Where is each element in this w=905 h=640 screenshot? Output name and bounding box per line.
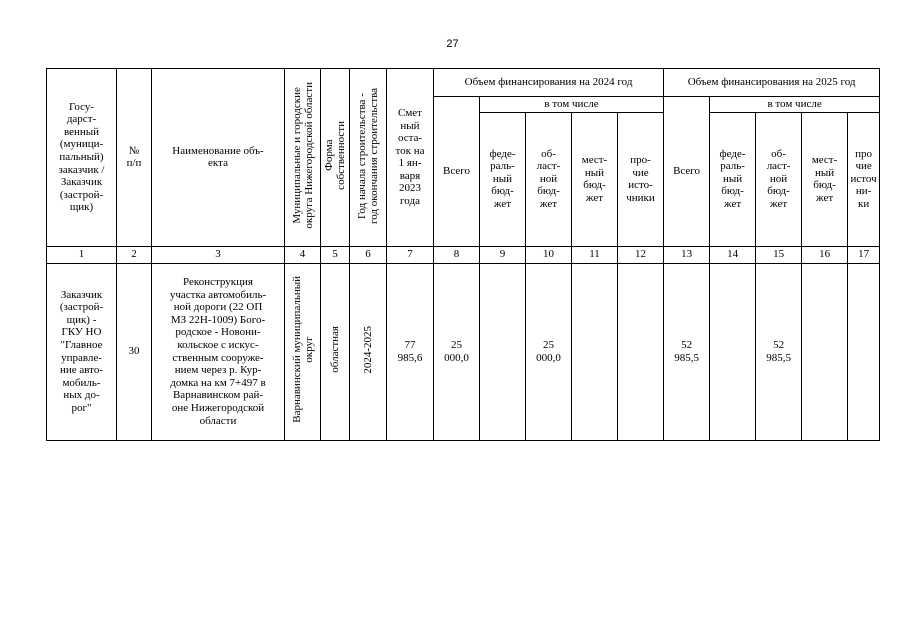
header-row-top [47, 69, 880, 97]
column-number: 15 [756, 246, 802, 263]
header-other-2025: про чие источ ни- ки [848, 112, 880, 246]
cell-regional-2024: 25 000,0 [526, 263, 572, 440]
column-number: 8 [434, 246, 480, 263]
header-years-text: Год начала строительства - год окончания строительства [356, 87, 380, 224]
header-total-2024: Всего [434, 97, 480, 247]
header-federal-2025: феде- раль- ный бюд- жет [710, 112, 756, 246]
header-customer: Госу- дарст- венный (муници- пальный) заказчик / Заказчик (застрой- щик) [47, 69, 117, 247]
header-local-2024: мест- ный бюд- жет [572, 112, 618, 246]
header-total-2025: Всего [664, 97, 710, 247]
column-number: 14 [710, 246, 756, 263]
cell-ownership-text: областная [329, 326, 341, 374]
header-municipality [285, 69, 321, 247]
column-number: 9 [480, 246, 526, 263]
cell-municipality-text: Варнавинский муниципальный округ [290, 276, 315, 424]
cell-municipality [285, 263, 321, 440]
header-ownership-text: Форма собственности [323, 121, 347, 190]
header-number: № п/п [117, 69, 152, 247]
header-other-2024: про- чие исто- чники [618, 112, 664, 246]
column-number: 12 [618, 246, 664, 263]
cell-other-2025 [848, 263, 880, 440]
column-number-row [47, 246, 880, 263]
cell-object-name: Реконструкция участка автомобиль- ной дороги (22 ОП МЗ 22Н-1009) Бого- родское - Новони- кольское с искус- ственным сооруже- нием через р. Кур- домка на км 7+497 в Варнавинском рай- оне Нижегородской области [152, 263, 285, 440]
column-number: 4 [285, 246, 321, 263]
column-number: 16 [802, 246, 848, 263]
column-number: 11 [572, 246, 618, 263]
header-ownership [321, 69, 350, 247]
funding-table [46, 68, 880, 441]
table-row [47, 263, 880, 440]
header-regional-2024: об- ласт- ной бюд- жет [526, 112, 572, 246]
header-including-2024: в том числе [480, 97, 664, 113]
cell-federal-2025 [710, 263, 756, 440]
header-years [350, 69, 387, 247]
column-number: 1 [47, 246, 117, 263]
cell-regional-2025: 52 985,5 [756, 263, 802, 440]
column-number: 17 [848, 246, 880, 263]
cell-total-2024: 25 000,0 [434, 263, 480, 440]
cell-customer: Заказчик (застрой- щик) - ГКУ НО "Главное управле- ние авто- мобиль- ных до- рог" [47, 263, 117, 440]
header-regional-2025: об- ласт- ной бюд- жет [756, 112, 802, 246]
cell-local-2025 [802, 263, 848, 440]
cell-federal-2024 [480, 263, 526, 440]
cell-number: 30 [117, 263, 152, 440]
column-number: 3 [152, 246, 285, 263]
column-number: 10 [526, 246, 572, 263]
column-number: 2 [117, 246, 152, 263]
header-estimate-balance: Смет ный остa- ток на 1 ян- варя 2023 года [387, 69, 434, 247]
column-number: 13 [664, 246, 710, 263]
cell-other-2024 [618, 263, 664, 440]
column-number: 5 [321, 246, 350, 263]
header-federal-2024: феде- раль- ный бюд- жет [480, 112, 526, 246]
cell-ownership [321, 263, 350, 440]
header-municipality-text: Муниципальные и городские округа Нижегородской области [290, 82, 315, 229]
page-number: 27 [446, 38, 459, 50]
cell-years-text: 2024-2025 [362, 325, 374, 374]
header-object-name: Наименование объ- екта [152, 69, 285, 247]
header-local-2025: мест- ный бюд- жет [802, 112, 848, 246]
header-including-2025: в том числе [710, 97, 880, 113]
header-funding-2025: Объем финансирования на 2025 год [664, 69, 880, 97]
column-number: 6 [350, 246, 387, 263]
header-funding-2024: Объем финансирования на 2024 год [434, 69, 664, 97]
cell-local-2024 [572, 263, 618, 440]
cell-years [350, 263, 387, 440]
cell-estimate-balance: 77 985,6 [387, 263, 434, 440]
cell-total-2025: 52 985,5 [664, 263, 710, 440]
column-number: 7 [387, 246, 434, 263]
